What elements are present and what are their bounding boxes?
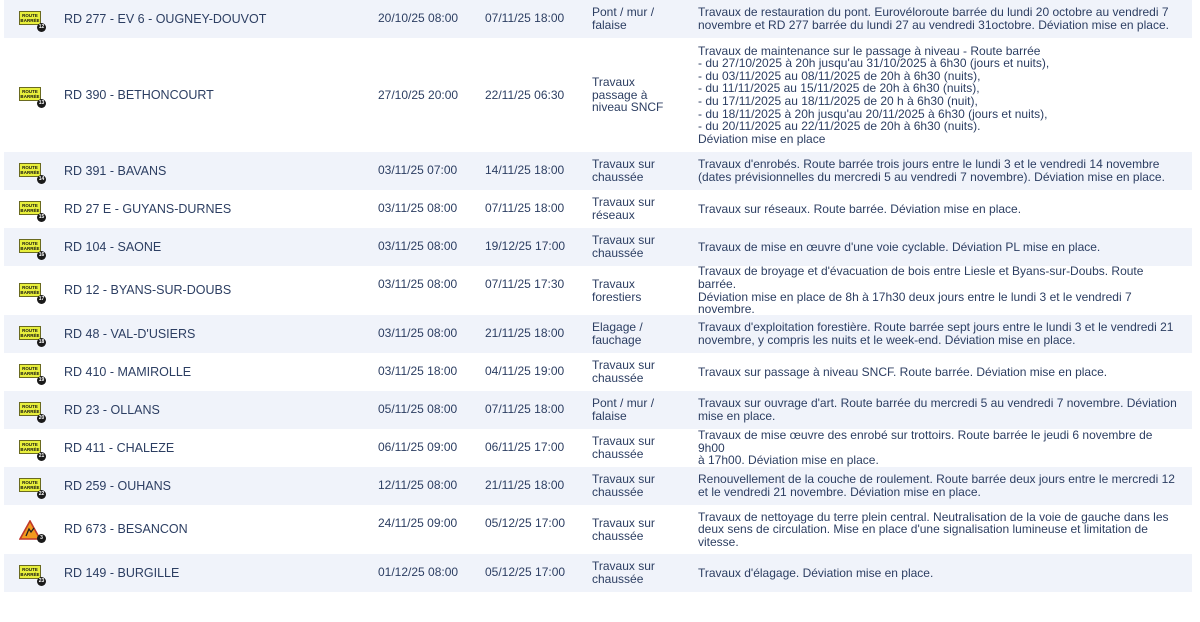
works-type-text [592,435,655,460]
description-line: Travaux d'exploitation forestière. Route barrée sept jours entre le lundi 3 et le vendredi 21 [698,320,1174,335]
description-line: Travaux sur passage à niveau SNCF. Route barrée. Déviation mise en place. [698,364,1108,379]
works-type [592,467,698,505]
works-type-line: Travaux [592,276,635,291]
end-date: 04/11/25 19:00 [485,364,565,378]
works-type [592,353,698,391]
route-barree-sign [19,11,41,25]
works-type-line: Elagage / [592,320,643,335]
description [698,391,1192,429]
badge-number: 23 [38,578,45,584]
table-row[interactable] [4,0,1192,38]
description-text [698,158,1165,183]
end-date: 07/11/25 18:00 [485,11,565,25]
works-type-line: chaussée [592,572,644,586]
sign-text: BARRÉE [20,409,40,414]
description-line: Travaux de mise œuvre des enrobé sur trottoirs. Route barrée le jeudi 6 novembre de 9h00 [698,428,1153,455]
road-name[interactable]: RD 411 - CHALEZE [64,440,175,455]
start-date: 03/11/25 08:00 [378,326,458,340]
works-type-line: falaise [592,409,627,423]
works-type-line: Travaux sur [592,157,655,172]
description-line: - du 27/10/2025 à 20h jusqu'au 31/10/2025 à 6h30 (jours et nuits), [698,56,1050,71]
description-line: Travaux d'enrobés. Route barrée trois jours entre le lundi 3 et le vendredi 14 novembre [698,157,1160,172]
description [698,38,1192,152]
icon-cell [4,0,58,38]
works-type-line: Travaux sur [592,472,655,487]
sign-text: BARRÉE [20,170,40,175]
road-closed-icon [19,281,43,301]
icon-cell [4,429,58,467]
works-type-text [592,158,655,183]
description [698,0,1192,38]
start-date: 03/11/25 18:00 [378,364,458,378]
road-name[interactable]: RD 12 - BYANS-SUR-DOUBS [64,283,232,298]
works-type [592,0,698,38]
route-barree-sign [19,163,41,177]
badge-number: 19 [38,377,45,383]
works-type-line: chaussée [592,447,644,461]
road-name[interactable]: RD 391 - BAVANS [64,163,167,178]
end-date: 07/11/25 18:00 [485,201,565,215]
description [698,228,1192,266]
road-name[interactable]: RD 104 - SAONE [64,239,162,254]
table-row[interactable] [4,505,1192,554]
works-type-text [592,196,655,221]
works-type-text [592,517,655,542]
route-barree-sign [19,239,41,253]
icon-cell [4,467,58,505]
works-type-line: Pont / mur / [592,5,655,20]
works-type [592,391,698,429]
start-date: 03/11/25 08:00 [378,277,458,291]
works-type [592,429,698,467]
works-type-text [592,234,655,259]
works-type-text [592,278,641,303]
description-line: à 17h00. Déviation mise en place. [698,453,879,468]
description-line: - du 17/11/2025 au 18/11/2025 de 20 h à 6h30 (nuit), [698,94,978,108]
description-line: Déviation mise en place [698,131,826,146]
table-row[interactable] [4,391,1192,429]
description [698,190,1192,228]
road-name[interactable]: RD 259 - OUHANS [64,478,171,493]
start-date: 06/11/25 09:00 [378,440,458,454]
works-type-line: chaussée [592,528,644,543]
route-barree-sign [19,283,41,297]
sign-text: BARRÉE [20,371,40,376]
description-text [698,265,1182,315]
road-closed-icon [19,9,43,29]
badge-number: 15 [38,214,45,220]
description-line: - du 18/11/2025 à 20h jusqu'au 20/11/2025 à 6h30 (jours et nuits), [698,106,1048,121]
road-name[interactable]: RD 410 - MAMIROLLE [64,364,192,379]
road-name[interactable]: RD 673 - BESANCON [64,522,188,537]
description-line: deux sens de circulation. Mise en place d'une signalisation lumineuse et limitation de [698,522,1148,537]
description-line: - du 03/11/2025 au 08/11/2025 de 20h à 6h30 (nuits), [698,68,981,83]
works-type-text [592,321,643,346]
works-type-text [592,76,663,114]
icon-cell [4,554,58,592]
start-date: 03/11/25 08:00 [378,201,458,215]
description-text [698,397,1177,422]
works-type-text [592,6,654,31]
sign-text: ROUTE [22,241,38,246]
badge-number: 16 [38,252,45,258]
description-line: Travaux de restauration du pont. Eurovéloroute barrée du lundi 20 octobre au vendredi 7 [698,5,1169,20]
badge-number: 13 [38,100,45,106]
sign-text: BARRÉE [20,208,40,213]
description-line: Travaux de mise en œuvre d'une voie cyclable. Déviation PL mise en place. [698,239,1101,254]
road-closed-icon [19,161,43,181]
works-type-text [592,560,655,585]
end-date: 14/11/25 18:00 [485,163,565,177]
description-line: Travaux d'élagage. Déviation mise en place. [698,565,934,580]
description-text [698,511,1169,549]
route-barree-sign [19,326,41,340]
end-date: 07/11/25 18:00 [485,402,565,416]
end-date: 07/11/25 17:30 [485,277,565,291]
table-row[interactable] [4,315,1192,353]
badge-number: 22 [38,491,45,497]
sign-text: ROUTE [22,89,38,94]
description-line: Travaux de nettoyage du terre plein central. Neutralisation de la voie de gauche dans les [698,509,1169,524]
road-name[interactable]: RD 277 - EV 6 - OUGNEY-DOUVOT [64,11,267,26]
description [698,505,1192,554]
start-date: 05/11/25 08:00 [378,402,458,416]
description [698,429,1192,467]
road-closed-icon [19,438,43,458]
description-line: novembre et RD 277 barrée du lundi 27 au vendredi 31octobre. Déviation mise en place. [698,18,1169,32]
works-type-text [592,397,654,422]
end-date: 22/11/25 06:30 [485,87,565,102]
road-closed-icon [19,199,43,219]
works-type-line: Travaux [592,75,635,90]
route-barree-sign [19,87,41,101]
icon-cell [4,152,58,190]
road-closed-icon [19,362,43,382]
table-row[interactable] [4,554,1192,592]
sign-text: BARRÉE [20,289,40,295]
route-barree-sign [19,364,41,378]
works-type-line: passage à [592,87,648,102]
works-type-line: niveau SNCF [592,100,664,115]
end-date: 05/12/25 17:00 [485,565,566,579]
road-name[interactable]: RD 390 - BETHONCOURT [64,87,214,102]
start-date: 01/12/25 08:00 [378,565,459,579]
works-type-line: Travaux sur [592,358,655,373]
sign-text: ROUTE [22,203,38,208]
works-type [592,266,698,315]
works-type [592,554,698,592]
start-date: 27/10/25 20:00 [378,87,459,102]
end-date: 21/11/25 18:00 [485,326,565,340]
description-line: Travaux sur ouvrage d'art. Route barrée du mercredi 5 au vendredi 7 novembre. Déviation [698,396,1177,411]
icon-cell [4,353,58,391]
works-type-line: réseaux [592,208,635,222]
description-line: Renouvellement de la couche de roulement. Route barrée deux jours entre le mercredi 12 [698,472,1175,487]
works-type-text [592,359,655,384]
road-name[interactable]: RD 149 - BURGILLE [64,565,180,580]
icon-cell [4,391,58,429]
badge-number: 21 [38,453,45,459]
icon-cell [4,38,58,152]
works-type-line: chaussée [592,371,644,385]
works-type-line: Travaux sur [592,559,655,574]
table-row[interactable] [4,467,1192,505]
route-barree-sign [19,402,41,416]
works-type-line: chaussée [592,485,644,499]
works-type [592,152,698,190]
description-line: - du 20/11/2025 au 22/11/2025 de 20h à 6h30 (nuits). [698,119,981,134]
road-closed-icon [19,400,43,420]
works-type-line: falaise [592,18,627,32]
table-row[interactable] [4,190,1192,228]
sign-text: ROUTE [22,442,38,447]
table-row[interactable] [4,152,1192,190]
table-row[interactable] [4,353,1192,391]
start-date: 03/11/25 08:00 [378,239,458,253]
description [698,467,1192,505]
start-date: 24/11/25 09:00 [378,516,458,530]
road-closed-icon [19,476,43,496]
works-type-text [592,473,655,498]
table-row[interactable] [4,228,1192,266]
table-row[interactable] [4,38,1192,152]
sign-text: ROUTE [22,13,38,18]
description-line: novembre, y compris les nuits et le week-end. Déviation mise en place. [698,333,1076,347]
sign-text: ROUTE [22,165,38,170]
sign-text: ROUTE [22,404,38,409]
description-text [698,203,1021,216]
description-line: novembre. [698,302,755,317]
route-barree-sign [19,440,41,454]
works-type [592,315,698,353]
end-date: 05/12/25 17:00 [485,516,566,530]
description-text [698,473,1175,498]
road-closed-icon [19,85,43,105]
sign-text: ROUTE [22,328,38,333]
icon-cell [4,266,58,315]
sign-text: BARRÉE [20,246,40,251]
description-line: (dates prévisionnelles du mercredi 5 au vendredi 7 novembre). Déviation mise en place. [698,170,1165,184]
works-type-line: chaussée [592,170,644,184]
description-text [698,45,1049,146]
description-text [698,321,1173,346]
sign-text: ROUTE [22,567,38,572]
description [698,266,1192,315]
works-type-line: chaussée [592,246,644,260]
sign-text: ROUTE [22,366,38,371]
sign-text: BARRÉE [20,333,40,338]
description-line: Travaux de broyage et d'évacuation de bois entre Liesle et Byans-sur-Doubs. Route barrée. [698,264,1144,291]
route-barree-sign [19,478,41,492]
description-text [698,567,933,580]
badge-number: 14 [38,176,45,182]
badge-number: 12 [38,24,45,30]
sign-text: BARRÉE [20,447,40,452]
start-date: 20/10/25 08:00 [378,11,459,25]
works-type [592,38,698,152]
sign-text: BARRÉE [20,18,40,23]
works-type-line: Travaux sur [592,233,655,248]
road-closed-icon [19,237,43,257]
description [698,152,1192,190]
description-line: Déviation mise en place de 8h à 17h30 deux jours entre le lundi 3 et le vendredi 7 [698,289,1132,304]
road-name[interactable]: RD 23 - OLLANS [64,402,160,417]
road-closed-icon [19,563,43,583]
description [698,353,1192,391]
description [698,554,1192,592]
icon-cell [4,228,58,266]
works-type-line: Pont / mur / [592,396,655,411]
works-type [592,190,698,228]
description-text [698,429,1182,467]
start-date: 03/11/25 07:00 [378,163,458,177]
description-text [698,6,1169,31]
sign-text: ROUTE [22,284,38,290]
badge-number: 18 [38,339,45,345]
description-line: et le vendredi 21 novembre. Déviation mise en place. [698,485,981,499]
works-type-line: fauchage [592,333,642,347]
roadwork-warning-icon [19,520,43,540]
badge-number: 3 [37,534,46,543]
description-line: vitesse. [698,534,739,549]
works-type [592,228,698,266]
description [698,315,1192,353]
works-type-line: forestiers [592,289,642,304]
icon-cell [4,190,58,228]
badge-number: 20 [38,415,45,421]
works-type [592,505,698,554]
sign-text: ROUTE [22,480,38,485]
road-closed-icon [19,324,43,344]
start-date: 12/11/25 08:00 [378,478,458,492]
end-date: 06/11/25 17:00 [485,440,565,454]
works-type-line: Travaux sur [592,434,655,449]
sign-text: BARRÉE [20,94,40,99]
description-text [698,366,1107,379]
sign-text: BARRÉE [20,485,40,490]
description-text [698,241,1100,254]
description-line: mise en place. [698,409,776,423]
description-line: - du 11/11/2025 au 15/11/2025 de 20h à 6h30 (nuits), [698,81,980,96]
route-barree-sign [19,201,41,215]
table-row[interactable] [4,429,1192,467]
table-row[interactable] [4,266,1192,315]
works-type-line: Travaux sur [592,515,655,530]
badge-number: 17 [38,295,45,302]
route-barree-sign [19,565,41,579]
icon-cell [4,505,58,554]
description-line: Travaux de maintenance sur le passage à niveau - Route barrée [698,43,1041,58]
roadworks-table [4,0,1192,592]
road-name[interactable]: RD 48 - VAL-D'USIERS [64,326,196,341]
works-type-line: Travaux sur [592,195,655,210]
description-line: Travaux sur réseaux. Route barrée. Déviation mise en place. [698,201,1022,216]
end-date: 19/12/25 17:00 [485,239,566,253]
icon-cell [4,315,58,353]
sign-text: BARRÉE [20,572,40,577]
end-date: 21/11/25 18:00 [485,478,565,492]
road-name[interactable]: RD 27 E - GUYANS-DURNES [64,201,232,216]
